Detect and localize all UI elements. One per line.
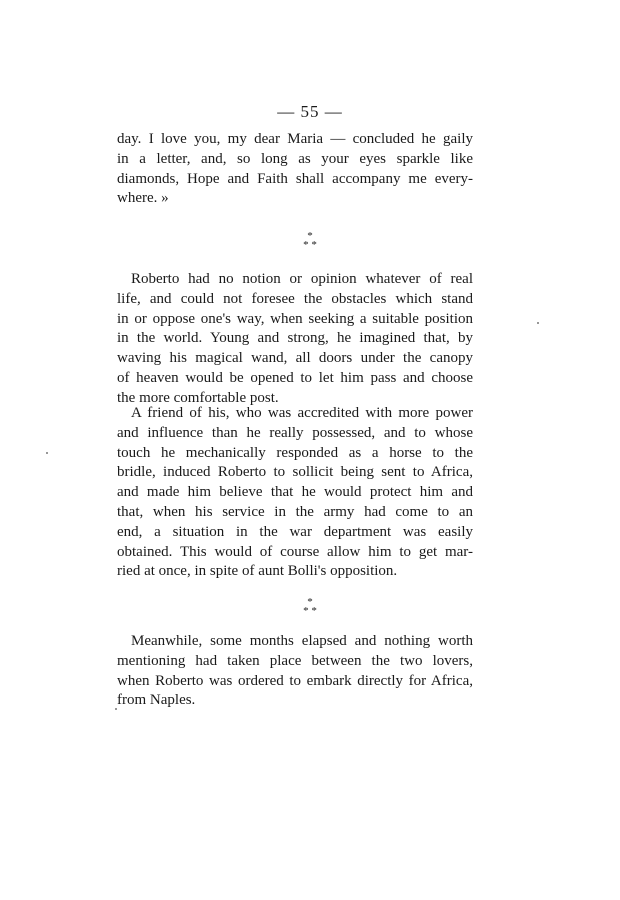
- text-line: Roberto had no notion or opinion whatever of real: [131, 271, 473, 287]
- text-line: ried at once, in spite of aunt Bolli's opposition.: [117, 563, 398, 580]
- text-line: day. I love you, my dear Maria — concluded he gaily: [117, 131, 473, 147]
- scan-speck: [115, 708, 117, 710]
- text-line: where. »: [117, 190, 169, 207]
- text-line: mentioning had taken place between the two lovers,: [117, 652, 473, 669]
- text-line: from Naples.: [117, 692, 196, 709]
- section-break-asterism: [0, 598, 620, 616]
- text-line: of heaven would be opened to let him pass and choose: [117, 369, 473, 386]
- text-line: in or oppose one's way, when seeking a suitable position: [117, 310, 473, 327]
- asterism-bottom: * *: [303, 239, 317, 251]
- text-line: life, and could not foresee the obstacles which stand: [117, 290, 473, 307]
- text-line: end, a situation in the war department was easily: [117, 523, 473, 540]
- text-line: touch he mechanically responded as a horse to the: [117, 444, 473, 461]
- text-line: obtained. This would of course allow him to get mar-: [117, 543, 473, 560]
- text-line: in the world. Young and strong, he imagined that, by: [117, 330, 473, 347]
- text-line: diamonds, Hope and Faith shall accompany me every-: [117, 170, 473, 187]
- text-line: A friend of his, who was accredited with more power: [131, 405, 473, 421]
- paragraph-roberto-notion: [117, 270, 473, 409]
- asterism-top: *: [307, 230, 313, 242]
- text-line: when Roberto was ordered to embark directly for Africa,: [117, 672, 473, 689]
- paragraph-meanwhile: [117, 632, 473, 711]
- section-break-asterism: [0, 232, 620, 250]
- text-line: waving his magical wand, all doors under the canopy: [117, 350, 473, 367]
- paragraph-friend: [117, 404, 473, 582]
- asterism-top: *: [307, 596, 313, 608]
- text-line: in a letter, and, so long as your eyes sparkle like: [117, 150, 473, 167]
- page-number: — 55 —: [277, 102, 343, 121]
- text-line: Meanwhile, some months elapsed and nothing worth: [131, 633, 473, 649]
- paragraph-closing-letter: [117, 130, 473, 209]
- scan-speck: [46, 452, 48, 454]
- text-line: and made him believe that he would protect him and: [117, 484, 473, 501]
- asterism-bottom: * *: [303, 605, 317, 617]
- scan-speck: [537, 322, 539, 324]
- text-line: bridle, induced Roberto to sollicit being sent to Africa,: [117, 464, 473, 481]
- text-line: that, when his service in the army had come to an: [117, 503, 473, 520]
- text-line: the more comfortable post.: [117, 389, 279, 406]
- text-line: and influence than he really possessed, and to whose: [117, 424, 473, 441]
